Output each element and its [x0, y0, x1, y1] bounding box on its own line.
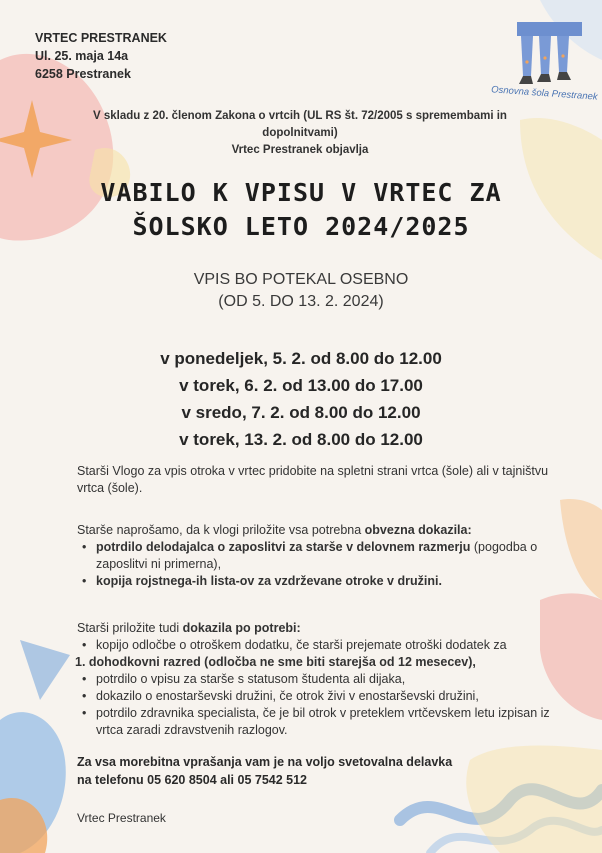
subtitle-line-2: (OD 5. DO 13. 2. 2024)	[218, 293, 384, 310]
mandatory-item-1-bold: potrdilo delodajalca o zaposlitvi za starše v delovnem razmerju	[96, 540, 471, 554]
list-item: • dokazilo o enostarševski družini, če otrok živi v enostarševski družini,	[77, 688, 567, 705]
title-line-2: ŠOLSKO LETO 2024/2025	[132, 212, 470, 241]
optional-lead-bold: dokazila po potrebi:	[182, 621, 301, 635]
title-line-1: VABILO K VPISU V VRTEC ZA	[100, 178, 502, 207]
blue-triangle	[20, 640, 70, 700]
mandatory-list	[77, 539, 567, 590]
optional-lead	[77, 620, 567, 637]
optional-lead-text: Starši priložite tudi	[77, 621, 183, 635]
legal-line-3: Vrtec Prestranek objavlja	[231, 144, 369, 156]
logo-caption: Osnovna šola Prestranek	[490, 84, 598, 103]
optional-list-2	[77, 671, 567, 739]
mandatory-lead-bold: obvezna dokazila:	[364, 523, 472, 537]
contact-line-2: na telefonu 05 620 8504 ali 05 7542 512	[77, 773, 308, 787]
list-item: • potrdilo zdravnika specialista, če je bil otrok v preteklem vrtčevskem letu izpisan iz vrtca zaradi zdravstvenih razlogov.	[77, 705, 567, 739]
address-city: 6258 Prestranek	[35, 67, 131, 81]
address-block	[35, 29, 167, 83]
contact-line-1: Za vsa morebitna vprašanja vam je na voljo svetovalna delavka	[77, 755, 453, 769]
legal-line-2: dopolnitvami)	[262, 127, 338, 139]
legs-logo-icon	[487, 12, 591, 92]
signature: Vrtec Prestranek	[77, 811, 166, 825]
schedule-item: v torek, 6. 2. od 13.00 do 17.00	[179, 376, 423, 395]
school-logo	[487, 12, 598, 112]
list-item: • potrdilo o vpisu za starše s statusom študenta ali dijaka,	[77, 671, 567, 688]
schedule-item: v ponedeljek, 5. 2. od 8.00 do 12.00	[160, 349, 442, 368]
optional-item-1-continuation: 1. dohodkovni razred (odločba ne sme biti starejša od 12 mesecev),	[75, 655, 476, 669]
legal-line-1: V skladu z 20. členom Zakona o vrtcih (UL RS št. 72/2005 s spremembami in	[93, 110, 507, 122]
mandatory-item-1-rest: (pogodba o zaposlitvi ni primerna),	[96, 540, 538, 571]
list-item	[77, 539, 567, 573]
schedule-item: v torek, 13. 2. od 8.00 do 12.00	[179, 430, 423, 449]
mandatory-lead	[77, 522, 567, 539]
schedule-item: v sredo, 7. 2. od 8.00 do 12.00	[181, 403, 421, 422]
mandatory-documents	[77, 522, 567, 590]
enrollment-schedule	[100, 345, 502, 453]
optional-documents	[77, 620, 567, 739]
list-item	[77, 573, 567, 590]
list-item: • kopijo odločbe o otroškem dodatku, če starši prejemate otroški dodatek za	[77, 637, 567, 654]
subtitle-line-1: VPIS BO POTEKAL OSEBNO	[193, 271, 409, 288]
page-title	[40, 176, 562, 244]
optional-list	[77, 637, 567, 654]
address-street: Ul. 25. maja 14a	[35, 49, 129, 63]
mandatory-item-2-bold: kopija rojstnega-ih lista-ov za vzdrževane otroke v družini.	[96, 574, 442, 588]
mandatory-lead-text: Starše naprošamo, da k vlogi priložite vsa potrebna	[77, 523, 365, 537]
legal-notice	[60, 108, 540, 159]
enrollment-subtitle	[100, 269, 502, 313]
intro-paragraph: Starši Vlogo za vpis otroka v vrtec pridobite na spletni strani vrtca (šole) ali v tajništvu vrtca (šole).	[77, 464, 549, 495]
contact-info	[77, 753, 452, 789]
address-name: VRTEC PRESTRANEK	[35, 31, 167, 45]
